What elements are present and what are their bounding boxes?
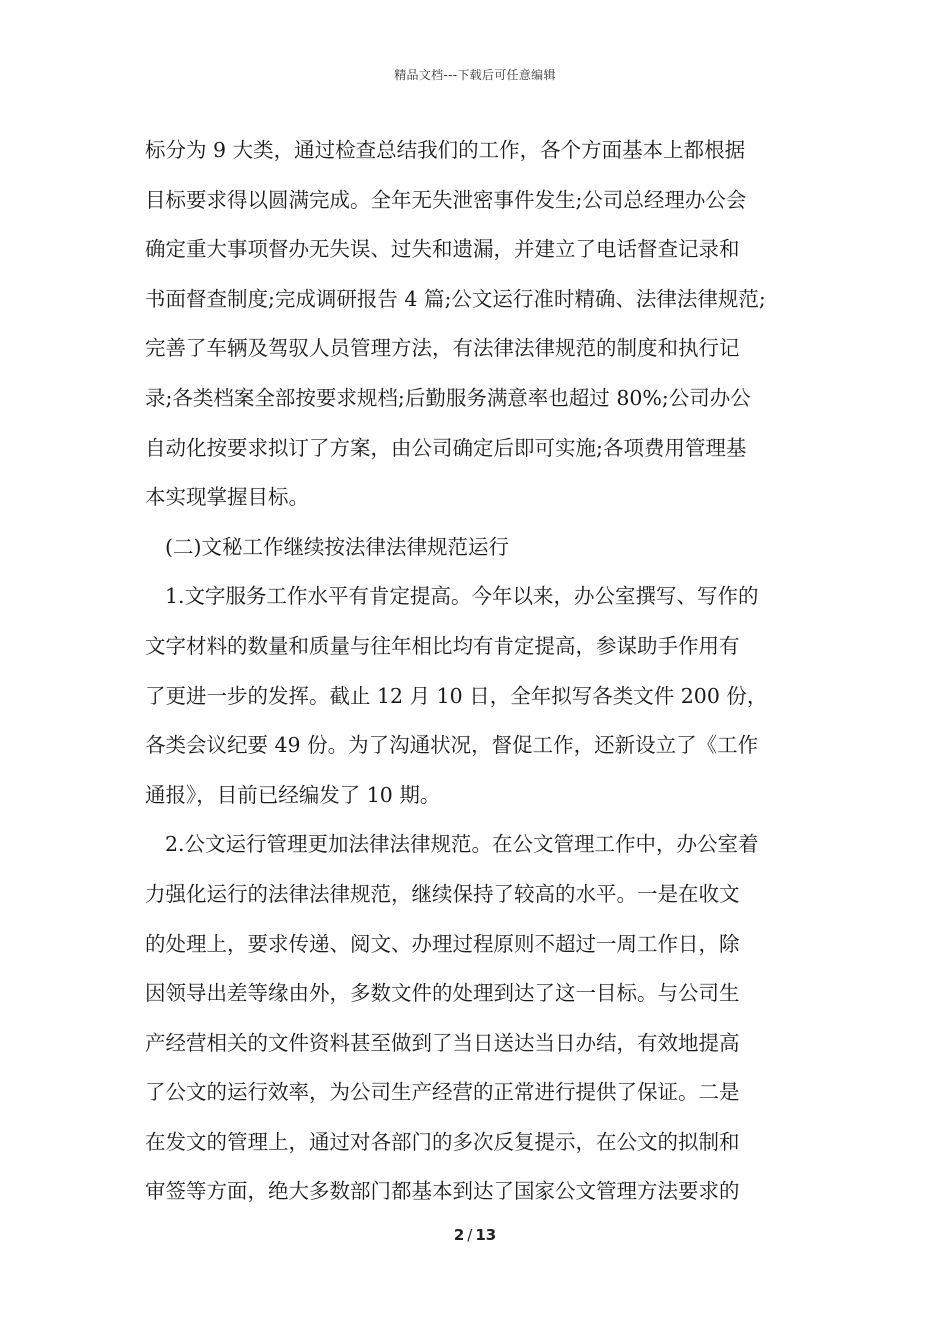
text-line: 完善了车辆及驾驭人员管理方法，有法律法律规范的制度和执行记 [145,336,740,361]
text-line: 确定重大事项督办无失误、过失和遗漏，并建立了电话督查记录和 [145,237,740,262]
text-line: 的处理上，要求传递、阅文、办理过程原则不超过一周工作日，除 [145,931,740,956]
page-separator: / [467,1226,473,1244]
text-line: 了公文的运行效率，为公司生产经营的正常进行提供了保证。二是 [145,1080,740,1105]
section-heading: (二)文秘工作继续按法律法律规范运行 [165,534,509,559]
document-body [145,126,810,1217]
text-line: 力强化运行的法律法律规范，继续保持了较高的水平。一是在收文 [145,881,740,906]
text-line: 因领导出差等缘由外，多数文件的处理到达了这一目标。与公司生 [145,981,740,1006]
text-line: 产经营相关的文件资料甚至做到了当日送达当日办结，有效地提高 [145,1030,740,1055]
text-line: 审签等方面，绝大多数部门都基本到达了国家公文管理方法要求的 [145,1179,740,1204]
text-line: 1.文字服务工作水平有肯定提高。今年以来，办公室撰写、写作的 [165,584,759,609]
text-line: 各类会议纪要 49 份。为了沟通状况，督促工作，还新设立了《工作 [145,733,759,758]
text-line: 在发文的管理上，通过对各部门的多次反复提示，在公文的拟制和 [145,1129,740,1154]
text-line: 录;各类档案全部按要求规档;后勤服务满意率也超过 80%;公司办公 [145,385,751,410]
text-line: 自动化按要求拟订了方案，由公司确定后即可实施;各项费用管理基 [145,435,747,460]
text-line: 了更进一步的发挥。截止 12 月 10 日，全年拟写各类文件 200 份， [145,683,768,708]
page-number [0,1226,950,1244]
text-line: 目标要求得以圆满完成。全年无失泄密事件发生;公司总经理办公会 [145,187,747,212]
text-line: 文字材料的数量和质量与往年相比均有肯定提高，参谋助手作用有 [145,633,740,658]
text-line: 书面督查制度;完成调研报告 4 篇;公文运行准时精确、法律法律规范; [145,286,766,311]
total-pages-number: 13 [475,1226,497,1244]
page-header: 精品文档---下载后可任意编辑 [394,68,556,82]
text-line: 标分为 9 大类，通过检查总结我们的工作，各个方面基本上都根据 [145,138,746,162]
text-line: 本实现掌握目标。 [145,485,309,510]
text-line: 2.公文运行管理更加法律法律规范。在公文管理工作中，办公室着 [165,832,759,857]
text-line: 通报》，目前已经编发了 10 期。 [145,782,441,807]
current-page-number: 2 [453,1226,465,1244]
